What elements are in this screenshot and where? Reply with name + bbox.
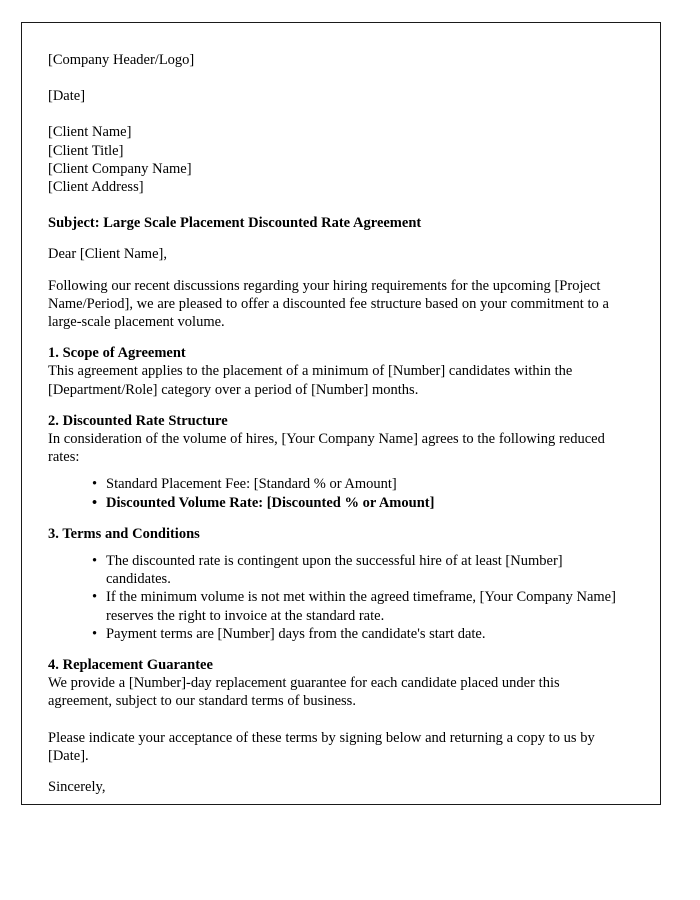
spacer (48, 69, 626, 87)
spacer (48, 512, 626, 525)
section-heading-replacement-guarantee: 4. Replacement Guarantee (48, 657, 213, 674)
list-item (92, 625, 626, 643)
salutation: Dear [Client Name], (48, 246, 167, 263)
list-item-text: Discounted Volume Rate: [Discounted % or Amount] (106, 494, 435, 511)
closing-request: Please indicate your acceptance of these terms by signing below and returning a copy to us by [Date]. (48, 729, 595, 764)
section-heading-discounted-rate-structure: 2. Discounted Rate Structure (48, 412, 228, 429)
intro-paragraph: Following our recent discussions regarding your hiring requirements for the upcoming [Project Name/Period], we are pleased to offer a discounted fee structure based on your commitment to a large-scale placement volume. (48, 277, 609, 331)
recipient-address-block (48, 123, 626, 196)
spacer (48, 466, 626, 475)
list-item (92, 552, 626, 588)
list-item-text: If the minimum volume is not met within the agreed timeframe, [Your Company Name] reserves the right to invoice at the standard rate. (106, 589, 616, 624)
spacer (48, 232, 626, 245)
spacer (48, 711, 626, 729)
recipient-address: [Client Address] (48, 179, 144, 196)
recipient-title: [Client Title] (48, 142, 124, 159)
recipient-company: [Client Company Name] (48, 160, 192, 177)
section-body-replacement-guarantee: We provide a [Number]-day replacement guarantee for each candidate placed under this agreement, subject to our standard terms of business. (48, 675, 560, 710)
spacer (48, 765, 626, 778)
list-item-text: Standard Placement Fee: [Standard % or Amount] (106, 476, 397, 493)
section-body-scope-of-agreement: This agreement applies to the placement of a minimum of [Number] candidates within the [Department/Role] category over a period of [Number] months. (48, 363, 573, 398)
list-item (92, 494, 626, 512)
section-heading-scope-of-agreement: 1. Scope of Agreement (48, 345, 186, 362)
recipient-name: [Client Name] (48, 124, 132, 141)
section-body-discounted-rate-structure: In consideration of the volume of hires, [Your Company Name] agrees to the following reduced rates: (48, 431, 605, 466)
spacer (48, 105, 626, 123)
spacer (48, 643, 626, 656)
document-body (22, 23, 660, 796)
spacer (48, 543, 626, 552)
list-item-text: Payment terms are [Number] days from the candidate's start date. (106, 625, 486, 642)
sign-off: Sincerely, (48, 779, 106, 796)
list-item-text: The discounted rate is contingent upon the successful hire of at least [Number] candidates. (106, 553, 563, 588)
list-item (92, 588, 626, 624)
document-page (21, 22, 661, 805)
spacer (48, 196, 626, 214)
list-item (92, 475, 626, 493)
company-header-logo: [Company Header/Logo] (48, 52, 195, 68)
subject-line: Subject: Large Scale Placement Discounted Rate Agreement (48, 215, 422, 232)
rate-structure-bullet-list (48, 475, 626, 511)
spacer (48, 264, 626, 277)
spacer (48, 399, 626, 412)
spacer (48, 331, 626, 344)
terms-and-conditions-bullet-list (48, 552, 626, 643)
document-date: [Date] (48, 88, 86, 105)
section-heading-terms-and-conditions: 3. Terms and Conditions (48, 525, 200, 542)
